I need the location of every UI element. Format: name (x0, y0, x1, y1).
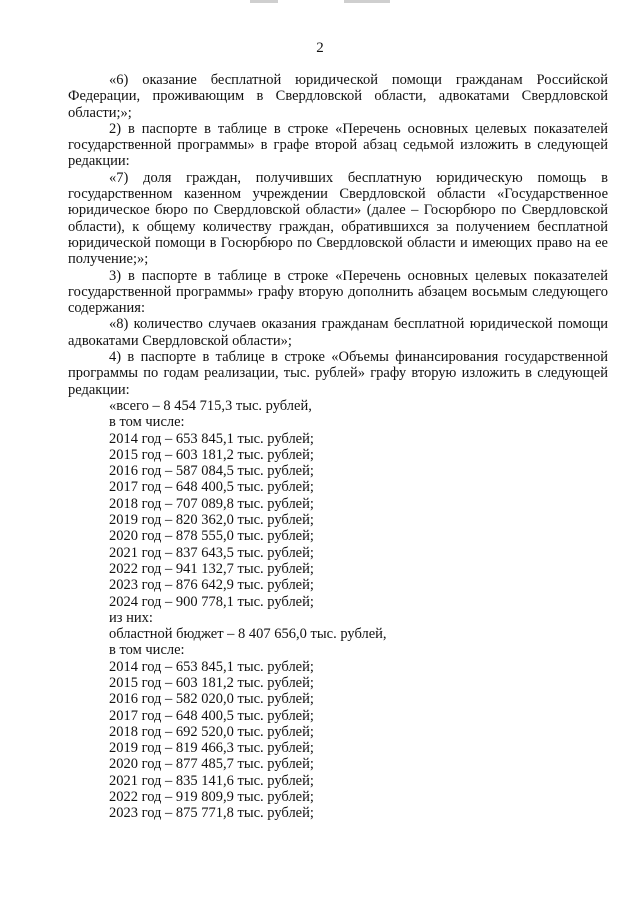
regional-year-line: 2022 год – 919 809,9 тыс. рублей; (109, 789, 314, 806)
regional-year-line: 2015 год – 603 181,2 тыс. рублей; (109, 674, 314, 691)
funding-year-line: 2021 год – 837 643,5 тыс. рублей; (109, 544, 314, 561)
regional-year-line: 2017 год – 648 400,5 тыс. рублей; (109, 707, 314, 724)
regional-year-line: 2016 год – 582 020,0 тыс. рублей; (109, 691, 314, 708)
funding-year-line: 2019 год – 820 362,0 тыс. рублей; (109, 512, 314, 529)
regional-year-line: 2023 год – 875 771,8 тыс. рублей; (109, 805, 314, 822)
paragraph: «7) доля граждан, получивших бесплатную юридическую помощь в государственном казенном учреждении Свердловской области «Государственное юридическое бюро по Свердловской области» (далее – Госюрбюро по Свердловской области), к общему количеству граждан, обратившихся за получением бесплатной юридической помощи в Госюрбюро по Свердловской области и имеющих право на ее получение;»; (68, 169, 608, 268)
funding-year-line: 2024 год – 900 778,1 тыс. рублей; (109, 593, 314, 610)
funding-subheading: в том числе: (109, 642, 185, 659)
page-number: 2 (316, 40, 324, 56)
scan-artifact-right (344, 0, 390, 3)
funding-year-line: 2016 год – 587 084,5 тыс. рублей; (109, 463, 314, 480)
paragraph: 2) в паспорте в таблице в строке «Перечень основных целевых показателей государственной программы» в графе второй абзац седьмой изложить в следующей редакции: (68, 120, 608, 170)
funding-total-line: «всего – 8 454 715,3 тыс. рублей, (109, 397, 312, 414)
funding-subheading: в том числе: (109, 414, 185, 431)
funding-year-line: 2020 год – 878 555,0 тыс. рублей; (109, 528, 314, 545)
regional-year-line: 2021 год – 835 141,6 тыс. рублей; (109, 772, 314, 789)
document-body (68, 72, 608, 822)
scan-artifact-left (250, 0, 278, 3)
regional-year-line: 2020 год – 877 485,7 тыс. рублей; (109, 756, 314, 773)
regional-year-line: 2019 год – 819 466,3 тыс. рублей; (109, 740, 314, 757)
regional-year-line: 2018 год – 692 520,0 тыс. рублей; (109, 723, 314, 740)
funding-year-line: 2018 год – 707 089,8 тыс. рублей; (109, 495, 314, 512)
paragraph: 3) в паспорте в таблице в строке «Перечень основных целевых показателей государственной программы» графу вторую дополнить абзацем восьмым следующего содержания: (68, 267, 608, 317)
funding-year-line: 2015 год – 603 181,2 тыс. рублей; (109, 446, 314, 463)
paragraph: 4) в паспорте в таблице в строке «Объемы финансирования государственной программы по годам реализации, тыс. рублей» графу вторую изложить в следующей редакции: (68, 349, 608, 398)
funding-year-line: 2023 год – 876 642,9 тыс. рублей; (109, 577, 314, 594)
funding-year-line: 2022 год – 941 132,7 тыс. рублей; (109, 560, 314, 577)
regional-budget-line: областной бюджет – 8 407 656,0 тыс. рублей, (109, 626, 387, 643)
paragraph: «8) количество случаев оказания гражданам бесплатной юридической помощи адвокатами Свердловской области»; (68, 316, 608, 349)
funding-year-line: 2017 год – 648 400,5 тыс. рублей; (109, 479, 314, 496)
paragraph: «6) оказание бесплатной юридической помощи гражданам Российской Федерации, проживающим в Свердловской области, адвокатами Свердловской области;»; (68, 72, 608, 121)
funding-subheading: из них: (109, 609, 153, 626)
regional-year-line: 2014 год – 653 845,1 тыс. рублей; (109, 658, 314, 675)
funding-year-line: 2014 год – 653 845,1 тыс. рублей; (109, 430, 314, 447)
